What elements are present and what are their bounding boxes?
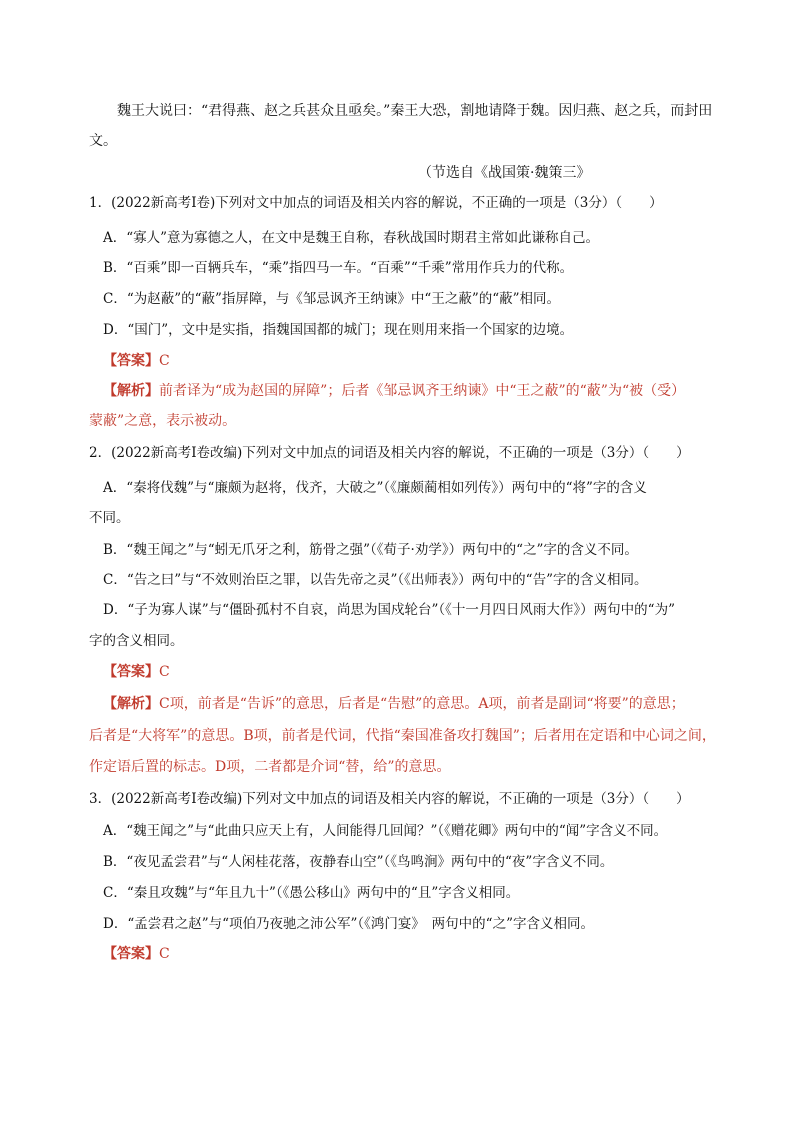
question-2-analysis-line-1 [103,694,685,714]
answer-label: 【答案】 [103,353,159,369]
question-3-answer [103,944,170,964]
analysis-text: 前者译为“成为赵国的屏障”；后者《邹忌讽齐王纳谏》中“王之蔽”的“蔽”为“被（受） [159,383,686,399]
question-2-option-a-cont: 不同。 [89,510,130,526]
question-2-answer [103,662,170,682]
question-1-stem: 1．(2022新高考Ⅰ卷)下列对文中加点的词语及相关内容的解说，不正确的一项是（3分）（ ） [89,195,663,211]
question-2-option-d: D．“子为寡人谋”与“僵卧孤村不自哀，尚思为国戍轮台”（《十一月四日风雨大作》）两句中的“为” [103,602,675,618]
question-3-option-b: B．“夜见孟尝君”与“人闲桂花落，夜静春山空”（《鸟鸣涧》两句中的“夜”字含义不同。 [103,854,614,870]
answer-label: 【答案】 [103,664,159,680]
question-1-option-c: C．“为赵蔽”的“蔽”指屏障，与《邹忌讽齐王纳谏》中“王之蔽”的“蔽”相同。 [103,291,561,307]
question-2-analysis-line-2: 后者是“大将军”的意思。B项，前者是代词，代指“秦国准备攻打魏国”；后者用在定语和中心词之间， [89,728,716,744]
answer-value: C [159,946,170,962]
passage-line-2: 文。 [89,133,117,149]
question-1-option-a: A．“寡人”意为寡德之人，在文中是魏王自称，春秋战国时期君主常如此谦称自己。 [103,230,600,246]
question-2-option-c: C．“告之曰”与“不效则治臣之罪，以告先帝之灵”（《出师表》）两句中的“告”字的含义相同。 [103,572,648,588]
question-3-option-c: C．“秦且攻魏”与“年且九十”（《愚公移山》两句中的“且”字含义相同。 [103,885,520,901]
question-2-option-d-cont: 字的含义相同。 [89,633,184,649]
question-1-analysis-line-1 [103,381,685,401]
question-1-analysis-line-2: 蒙蔽”之意，表示被动。 [89,413,237,429]
question-3-stem: 3．(2022新高考Ⅰ卷改编)下列对文中加点的词语及相关内容的解说，不正确的一项是（3分）（ ） [89,791,690,807]
question-1-option-d: D．“国门”，文中是实指，指魏国国都的城门；现在则用来指一个国家的边境。 [103,322,574,338]
question-2-stem: 2．(2022新高考Ⅰ卷改编)下列对文中加点的词语及相关内容的解说，不正确的一项是（3分）（ ） [89,445,690,461]
passage-line-1: 魏王大说曰：“君得燕、赵之兵甚众且亟矣。”秦王大恐，割地请降于魏。因归燕、赵之兵，而封田 [117,103,713,119]
analysis-label: 【解析】 [103,696,159,712]
answer-value: C [159,664,170,680]
question-2-option-b: B．“魏王闻之”与“蚓无爪牙之利，筋骨之强”（《荀子·劝学》）两句中的“之”字的含义不同。 [103,542,638,558]
analysis-label: 【解析】 [103,383,159,399]
question-2-analysis-line-3: 作定语后置的标志。D项，二者都是介词“替，给”的意思。 [89,759,451,775]
answer-value: C [159,353,170,369]
passage-source: （节选自《战国策·魏策三》 [418,165,591,181]
question-2-option-a: A．“秦将伐魏”与“廉颇为赵将，伐齐，大破之”（《廉颇蔺相如列传》）两句中的“将”字的含义 [103,480,647,496]
question-1-option-b: B．“百乘”即一百辆兵车，“乘”指四马一车。“百乘”“千乘”常用作兵力的代称。 [103,260,574,276]
question-3-option-d: D．“孟尝君之赵”与“项伯乃夜驰之沛公军”（《鸿门宴》 两句中的“之”字含义相同。 [103,916,594,932]
question-1-answer [103,351,170,371]
answer-label: 【答案】 [103,946,159,962]
analysis-text: C项，前者是“告诉”的意思，后者是“告慰”的意思。A项，前者是副词“将要”的意思； [159,696,685,712]
question-3-option-a: A．“魏王闻之”与“此曲只应天上有，人间能得几回闻？”（《赠花卿》两句中的“闻”字含义不同。 [103,823,668,839]
